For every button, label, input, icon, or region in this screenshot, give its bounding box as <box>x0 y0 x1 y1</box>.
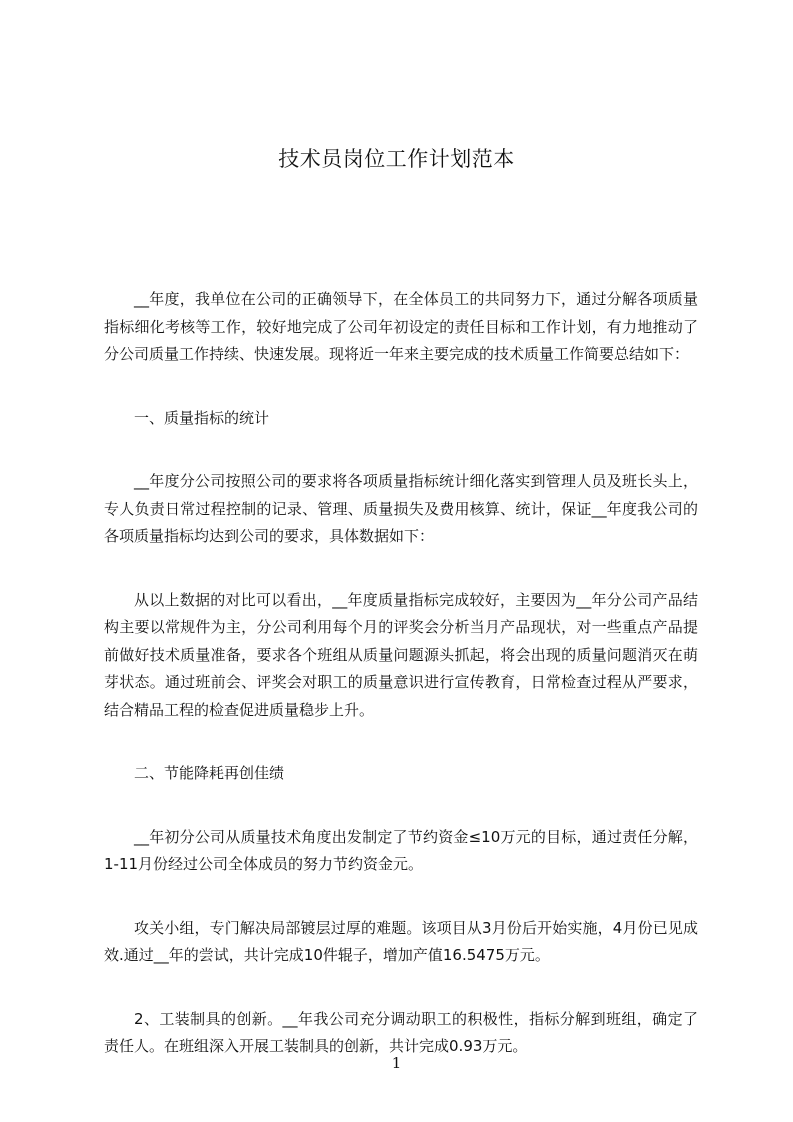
page-number: 1 <box>391 1054 402 1072</box>
document-title: 技术员岗位工作计划范本 <box>278 147 515 171</box>
energy-saving-paragraph: __年初分公司从质量技术角度出发制定了节约资金≤10万元的目标，通过责任分解，1-11月份经过公司全体成员的努力节约资金元。 <box>104 827 698 873</box>
tooling-innovation-paragraph: 2、工装制具的创新。__年我公司充分调动职工的积极性，指标分解到班组，确定了责任人。在班组深入开展工装制具的创新，共计完成0.93万元。 <box>104 1009 698 1055</box>
quality-analysis-paragraph: 从以上数据的对比可以看出，__年度质量指标完成较好，主要因为__年分公司产品结构主要以常规件为主，分公司利用每个月的评奖会分析当月产品现状，对一些重点产品提前做好技术质量准备，要求各个班组从质量问题源头抓起，将会出现的质量问题消灭在萌芽状态。通过班前会、评奖会对职工的质量意识进行宣传教育，日常检查过程从严要求，结合精品工程的检查促进质量稳步上升。 <box>104 590 698 719</box>
section-heading-energy-saving: 二、节能降耗再创佳绩 <box>134 764 285 782</box>
task-force-paragraph: 攻关小组，专门解决局部镀层过厚的难题。该项目从3月份后开始实施，4月份已见成效.通过__年的尝试，共计完成10件辊子，增加产值16.5475万元。 <box>104 918 698 964</box>
intro-paragraph: __年度，我单位在公司的正确领导下，在全体员工的共同努力下，通过分解各项质量指标细化考核等工作，较好地完成了公司年初设定的责任目标和工作计划，有力地推动了分公司质量工作持续、快速发展。现将近一年来主要完成的技术质量工作简要总结如下： <box>104 290 698 363</box>
section-heading-quality-stats: 一、质量指标的统计 <box>134 408 270 427</box>
document-body <box>104 286 698 1097</box>
quality-stats-paragraph: __年度分公司按照公司的要求将各项质量指标统计细化落实到管理人员及班长头上，专人负责日常过程控制的记录、管理、质量损失及费用核算、统计，保证__年度我公司的各项质量指标均达到公司的要求，具体数据如下： <box>104 472 698 545</box>
